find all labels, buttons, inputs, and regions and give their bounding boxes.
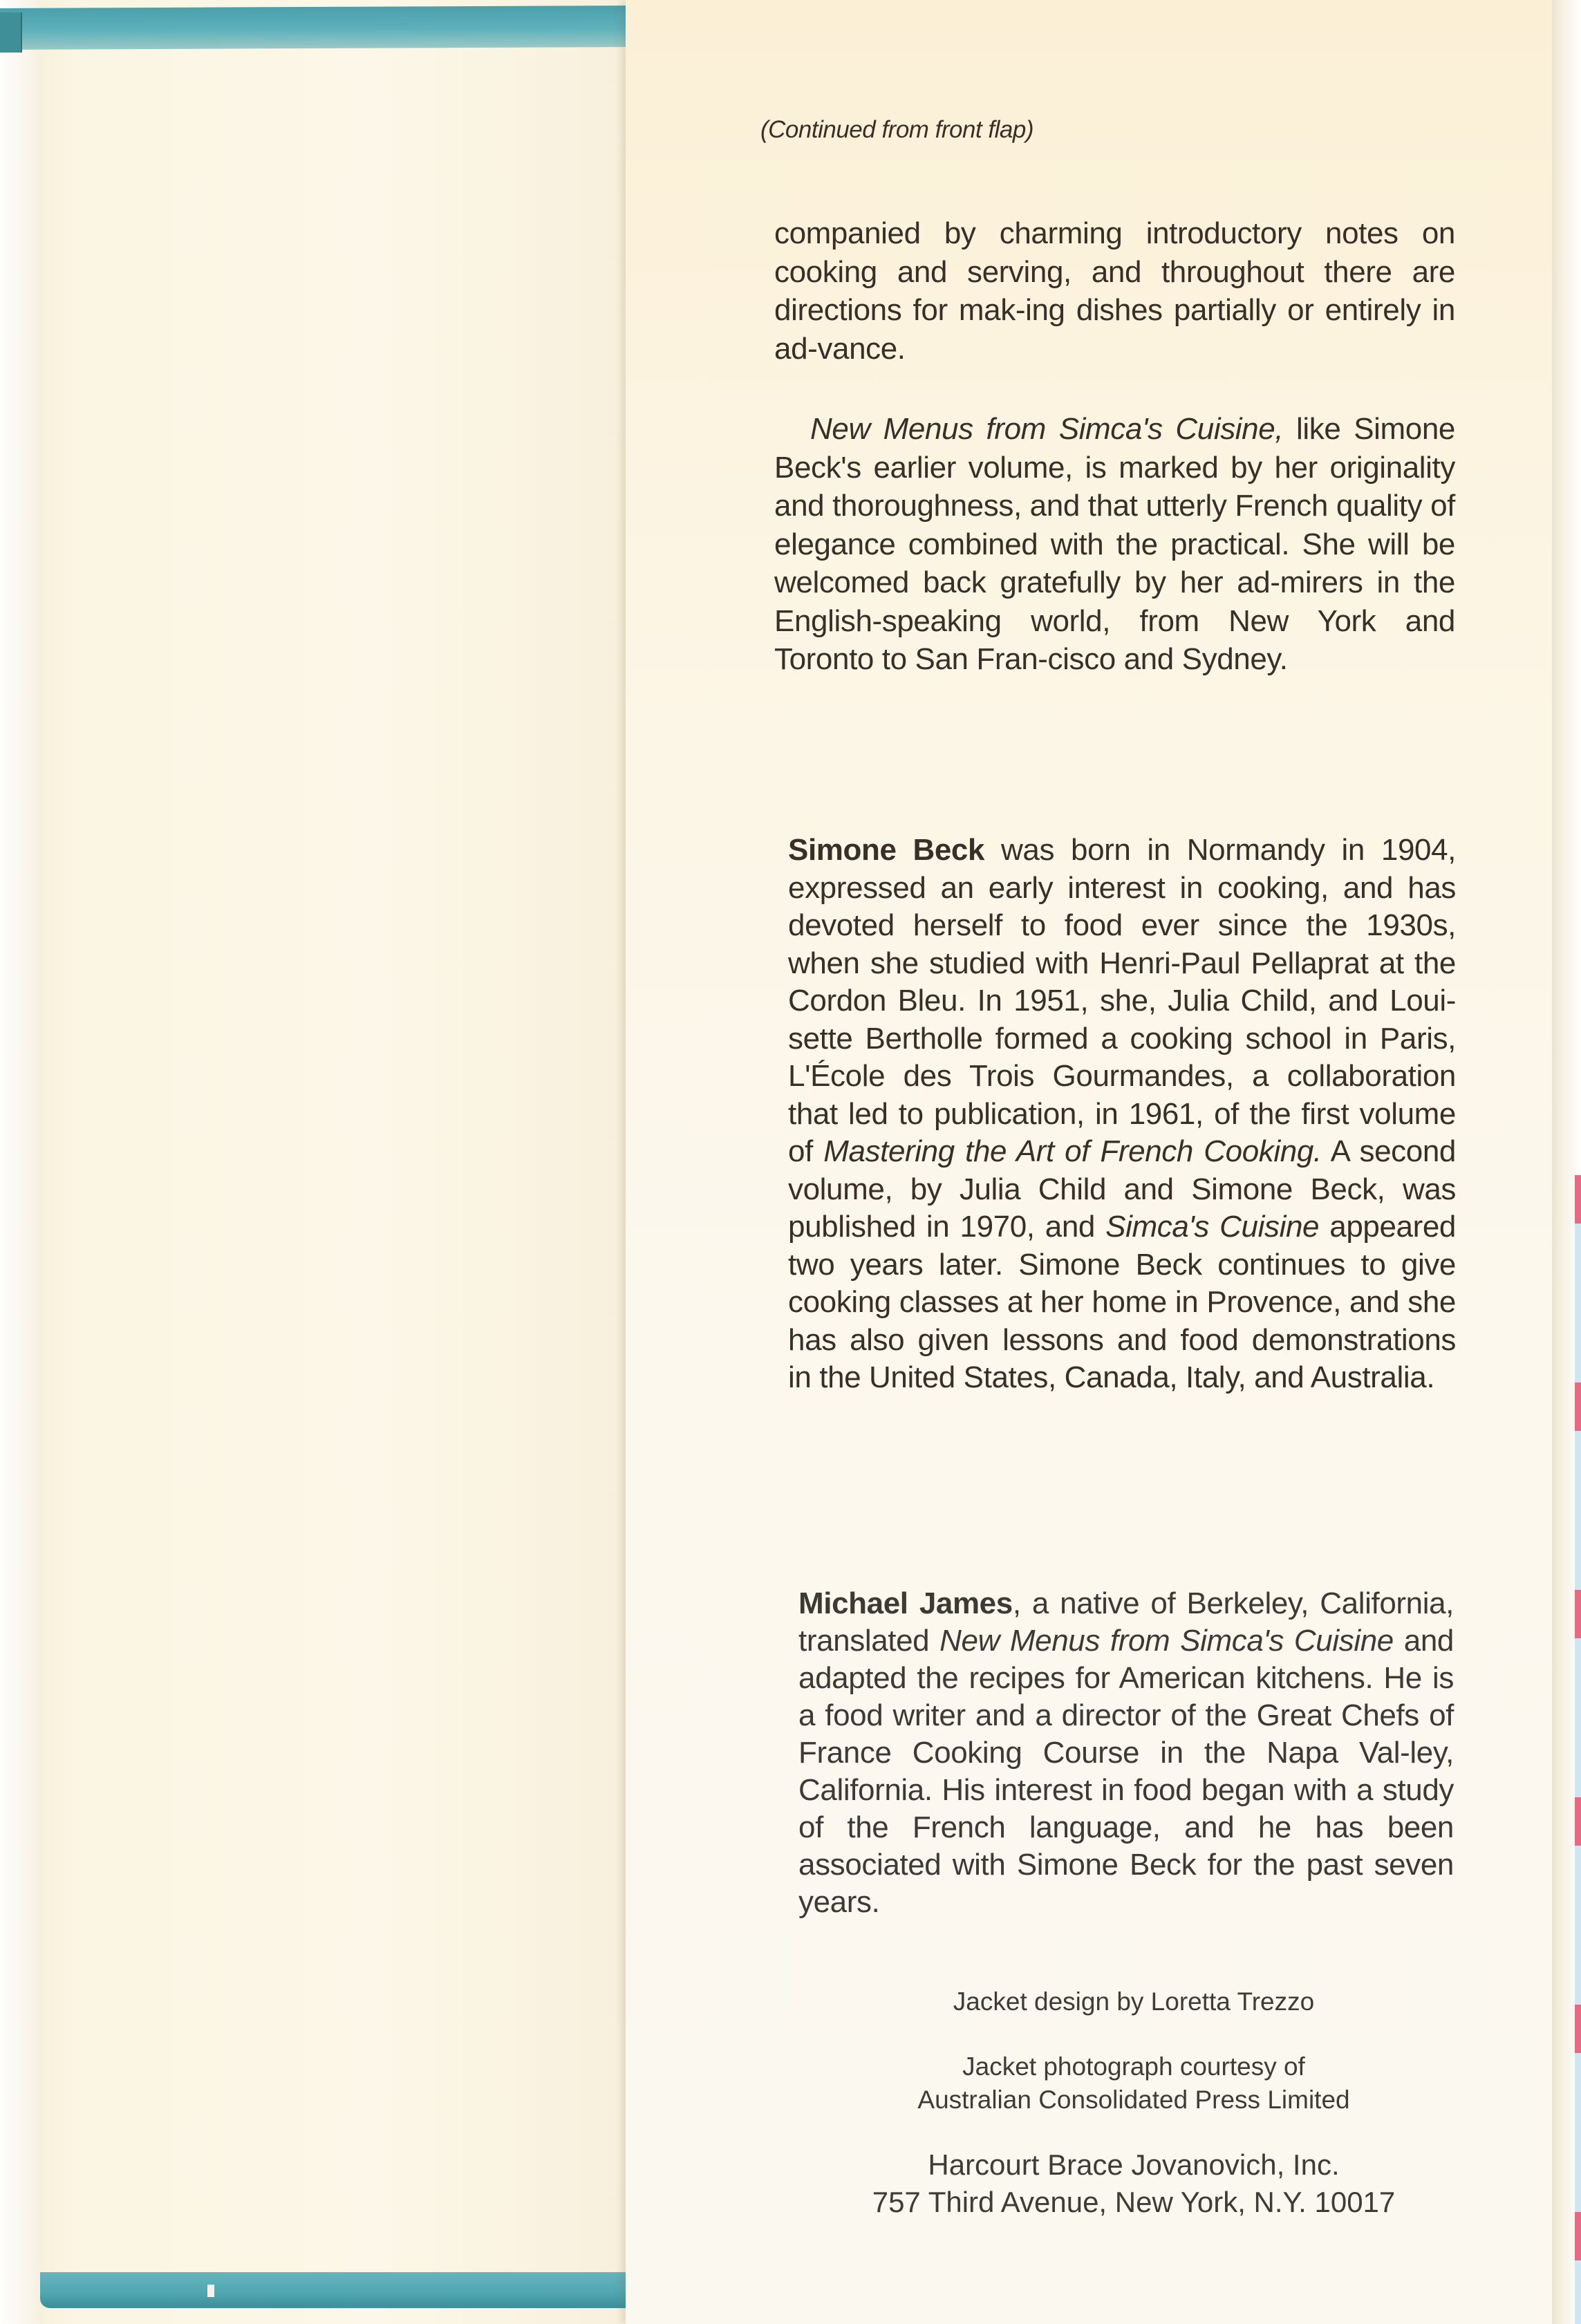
jacket-edge-color-strip	[1575, 1175, 1581, 2324]
description-paragraph-1	[774, 214, 1455, 368]
teal-binding-tape-top	[0, 6, 626, 50]
page-margin-shadow	[0, 0, 40, 2324]
continued-note: (Continued from front flap)	[760, 116, 1034, 143]
bio-text: , a native of Berkeley, California, translated	[798, 1586, 1454, 1658]
jacket-design-credit: Jacket design by Loretta Trezzo	[953, 1987, 1315, 2016]
bio-text: appeared two years later. Simone Beck continues to give cooking classes at her home in Provence, and she has also given lessons and food demonstrations in the United States, Canada, Italy, and Australia.	[788, 1210, 1456, 1394]
jacket-photo-credit	[774, 2050, 1493, 2117]
bio-text: and adapted the recipes for American kitchens. He is a food writer and a director of the Great Chefs of France Cooking Course in the Napa Val-ley, California. His interest in food began with a study of the French language, and he has been associated with Simone Beck for the past seven years.	[798, 1624, 1454, 1919]
publisher-address: 757 Third Avenue, New York, N.Y. 10017	[872, 2186, 1396, 2218]
book-title-italic: New Menus from Simca's Cuisine	[939, 1624, 1394, 1658]
book-inside-cover-board	[0, 0, 629, 2324]
paragraph-text: companied by charming introductory notes on cooking and serving, and throughout there are directions for mak-ing dishes partially or entirely in ad-vance.	[774, 216, 1455, 366]
translator-name: Michael James	[798, 1586, 1013, 1620]
photo-credit-line-1: Jacket photograph courtesy of	[962, 2052, 1305, 2081]
book-title-italic: Mastering the Art of French Cooking.	[823, 1134, 1322, 1168]
translator-bio-michael-james	[798, 1585, 1454, 1921]
paragraph-text: like Simone Beck's earlier volume, is marked by her originality and thoroughness, and that utterly French quality of elegance combined with the practical. She will be welcomed back gratefully by her ad-mirers in the English-speaking world, from New York and Toronto to San Fran-cisco and Sydney.	[774, 412, 1455, 676]
binding-tape-corner	[0, 12, 22, 53]
teal-binding-tape-bottom	[40, 2272, 628, 2308]
tape-wear-mark	[207, 2285, 214, 2297]
author-bio-simone-beck	[788, 832, 1456, 1397]
author-name: Simone Beck	[788, 833, 985, 867]
publisher-imprint	[774, 2146, 1493, 2221]
photo-credit-line-2: Australian Consolidated Press Limited	[917, 2086, 1350, 2114]
book-title-italic: Simca's Cuisine	[1105, 1210, 1320, 1244]
book-title-italic: New Menus from Simca's Cuisine,	[810, 412, 1284, 446]
publisher-name: Harcourt Brace Jovanovich, Inc.	[928, 2148, 1340, 2181]
bio-text: A second volume, by Julia Child and Simone Beck, was published in 1970, and	[788, 1134, 1456, 1244]
bio-text: was born in Normandy in 1904, expressed an early interest in cooking, and has devoted herself to food ever since the 1930s, when she studied with Henri-Paul Pellaprat at the Cordon Bleu. In 1951, she, Julia Child, and Loui-sette Bertholle formed a cooking school in Paris, L'École des Trois Gourmandes, a collaboration that led to publication, in 1961, of the first volume of	[788, 833, 1456, 1168]
description-paragraph-2	[774, 410, 1455, 679]
